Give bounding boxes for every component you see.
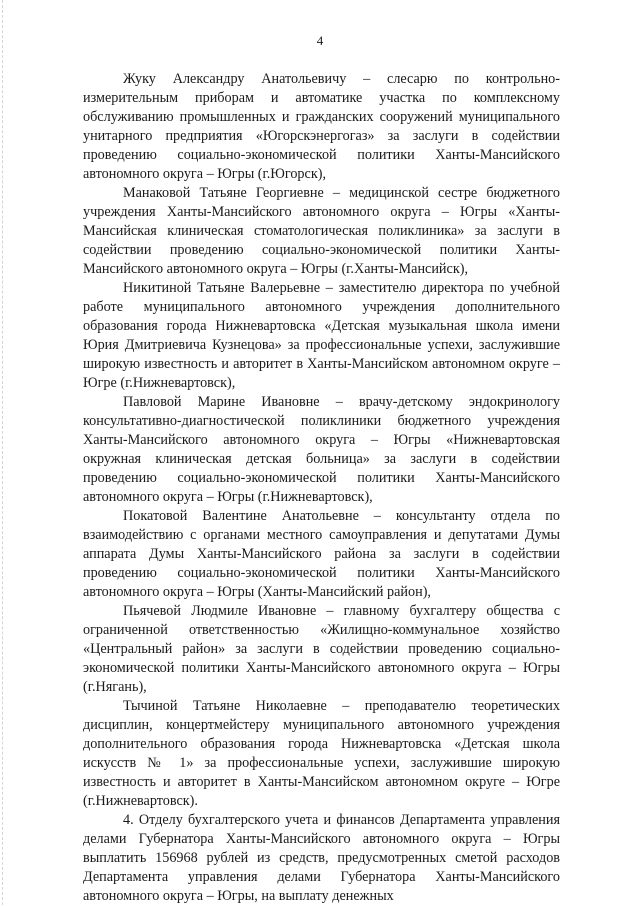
document-body — [83, 70, 560, 906]
paragraph-zhuk: Жуку Александру Анатольевичу – слесарю по контрольно-измерительным приборам и автоматике участка по комплексному обслуживанию промышленных и гражданских сооружений муниципального унитарного предприятия «Югорскэнергогаз» за заслуги в содействии проведению социально-экономической политики Ханты-Мансийского автономного округа – Югры (г.Югорск), — [83, 71, 560, 182]
paragraph-tychina: Тычиной Татьяне Николаевне – преподавателю теоретических дисциплин, концертмейстеру муниципального автономного учреждения дополнительного образования города Нижневартовска «Детская школа искусств № 1» за профессиональные успехи, заслужившие широкую известность и авторитет в Ханты-Мансийском автономном округе – Югре (г.Нижневартовск). — [83, 698, 560, 809]
paragraph-pavlova: Павловой Марине Ивановне – врачу-детскому эндокринологу консультативно-диагностической поликлиники бюджетного учреждения Ханты-Мансийского автономного округа – Югры «Нижневартовская окружная клиническая детская больница» за заслуги в содействии проведению социально-экономической политики Ханты-Мансийского автономного округа – Югры (г.Нижневартовск), — [83, 394, 560, 505]
paragraph-manakova: Манаковой Татьяне Георгиевне – медицинской сестре бюджетного учреждения Ханты-Мансийского автономного округа – Югры «Ханты-Мансийская клиническая стоматологическая поликлиника» за заслуги в содействии проведению социально-экономической политики Ханты-Мансийского автономного округа – Югры (г.Ханты-Мансийск), — [83, 185, 560, 277]
paragraph-pyacheva: Пьячевой Людмиле Ивановне – главному бухгалтеру общества с ограниченной ответственностью «Жилищно-коммунальное хозяйство «Центральный район» за заслуги в содействии проведению социально-экономической политики Ханты-Мансийского автономного округа – Югры (г.Нягань), — [83, 603, 560, 695]
paragraph-nikitina: Никитиной Татьяне Валерьевне – заместителю директора по учебной работе муниципального автономного учреждения дополнительного образования города Нижневартовска «Детская музыкальная школа имени Юрия Дмитриевича Кузнецова» за профессиональные успехи, заслужившие широкую известность и авторитет в Ханты-Мансийском автономном округе – Югре (г.Нижневартовск), — [83, 280, 560, 391]
paragraph-pokatova: Покатовой Валентине Анатольевне – консультанту отдела по взаимодействию с органами местного самоуправления и депутатами Думы аппарата Думы Ханты-Мансийского района за заслуги в содействии проведению социально-экономической политики Ханты-Мансийского автономного округа – Югры (Ханты-Мансийский район), — [83, 508, 560, 600]
scan-edge-line — [2, 0, 4, 905]
page-number: 4 — [316, 33, 324, 48]
paragraph-item-4: 4. Отделу бухгалтерского учета и финансов Департамента управления делами Губернатора Ханты-Мансийского автономного округа – Югры выплатить 156968 рублей из средств, предусмотренных сметой расходов Департамента управления делами Губернатора Ханты-Мансийского автономного округа – Югры, на выплату денежных — [83, 812, 560, 904]
